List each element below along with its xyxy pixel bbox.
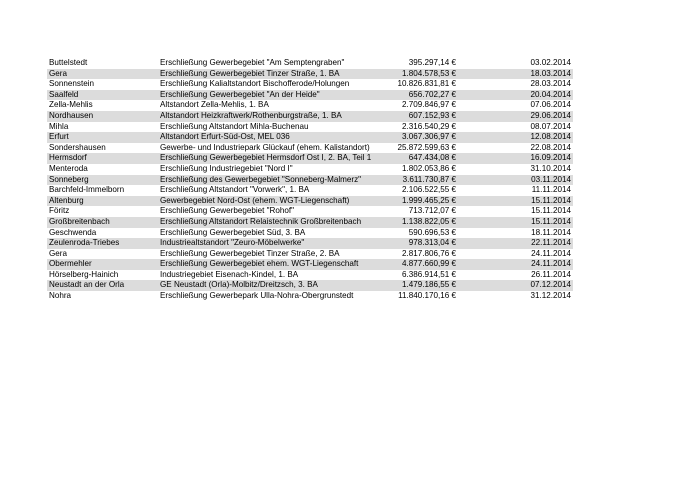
cell-date: 03.02.2014 [530, 58, 571, 67]
cell-date: 12.08.2014 [530, 132, 571, 142]
cell-date: 11.11.2014 [531, 185, 571, 195]
cell-location: Nohra [49, 291, 72, 301]
cell-location: Buttelstedt [49, 58, 88, 67]
cell-amount: 1.479.186,55 € [401, 280, 456, 290]
cell-project: Erschließung Altstandort "Vorwerk", 1. BA [160, 185, 310, 195]
table-row [47, 100, 573, 111]
cell-project: Industriealtstandort "Zeuro-Möbelwerke" [160, 238, 305, 248]
cell-project: Erschließung Gewerbegebiet Tinzer Straße, 1. BA [160, 68, 340, 78]
table-body [47, 58, 573, 302]
table-row [47, 175, 573, 186]
cell-amount: 656.702,27 € [408, 89, 456, 99]
cell-project: Altstandort Erfurt-Süd-Ost, MEL 036 [160, 132, 290, 142]
cell-project: GE Neustadt (Orla)-Molbitz/Dreitzsch, 3. BA [160, 280, 318, 290]
cell-location: Altenburg [49, 195, 84, 205]
cell-location: Föritz [49, 206, 70, 216]
cell-project: Erschließung Gewerbegebiet Hermsdorf Ost I, 2. BA, Teil 1 [160, 153, 372, 163]
cell-location: Saalfeld [49, 89, 79, 99]
cell-amount: 1.138.822,05 € [401, 216, 456, 226]
cell-project: Erschließung Gewerbepark Ulla-Nohra-Obergrunstedt [160, 291, 354, 301]
cell-location: Hörselberg-Hainich [49, 269, 119, 279]
table-row [47, 164, 573, 175]
cell-project: Erschließung Altstandort Relaistechnik Großbreitenbach [160, 216, 362, 226]
table-row [47, 259, 573, 270]
cell-date: 03.11.2014 [531, 174, 571, 184]
table-row [47, 69, 573, 80]
cell-location: Großbreitenbach [49, 216, 110, 226]
table-row [47, 196, 573, 207]
table-row [47, 280, 573, 291]
cell-amount: 2.709.846,97 € [401, 100, 456, 110]
cell-amount: 713.712,07 € [408, 206, 456, 216]
cell-project: Gewerbegebiet Nord-Ost (ehem. WGT-Liegenschaft) [160, 195, 350, 205]
table-row [47, 238, 573, 249]
cell-amount: 590.696,53 € [408, 227, 456, 237]
cell-location: Sondershausen [49, 142, 106, 152]
table-row [47, 58, 573, 69]
cell-amount: 11.840.170,16 € [398, 291, 456, 301]
cell-project: Gewerbe- und Industriepark Glückauf (ehem. Kalistandort) [160, 142, 370, 152]
cell-amount: 395.297,14 € [408, 58, 456, 67]
table-row [47, 153, 573, 164]
cell-amount: 1.802.053,86 € [401, 163, 456, 173]
cell-date: 18.03.2014 [530, 68, 571, 78]
cell-amount: 647.434,08 € [408, 153, 456, 163]
cell-amount: 4.877.660,99 € [401, 259, 456, 269]
cell-project: Erschließung Gewerbegebiet Süd, 3. BA [160, 227, 306, 237]
cell-date: 15.11.2014 [531, 206, 571, 216]
cell-amount: 2.817.806,76 € [401, 248, 456, 258]
cell-project: Erschließung Gewerbegebiet ehem. WGT-Liegenschaft [160, 259, 359, 269]
cell-date: 29.06.2014 [530, 110, 571, 120]
cell-location: Hermsdorf [49, 153, 87, 163]
cell-date: 24.11.2014 [531, 259, 571, 269]
cell-location: Menteroda [49, 163, 88, 173]
cell-date: 16.09.2014 [530, 153, 571, 163]
cell-location: Zeulenroda-Triebes [49, 238, 120, 248]
cell-amount: 25.872.599,63 € [397, 142, 456, 152]
cell-location: Obermehler [49, 259, 92, 269]
cell-location: Erfurt [49, 132, 69, 142]
cell-project: Altstandort Heizkraftwerk/Rothenburgstraße, 1. BA [160, 110, 342, 120]
cell-date: 22.11.2014 [531, 238, 571, 248]
table-row [47, 111, 573, 122]
cell-date: 24.11.2014 [531, 248, 571, 258]
cell-date: 07.06.2014 [530, 100, 571, 110]
table-row [47, 122, 573, 133]
cell-date: 15.11.2014 [531, 216, 571, 226]
table-row [47, 291, 573, 302]
table-row [47, 206, 573, 217]
cell-project: Erschließung Kalialtstandort Bischofferode/Holungen [160, 79, 350, 89]
cell-date: 22.08.2014 [530, 142, 571, 152]
cell-amount: 607.152,93 € [408, 110, 456, 120]
cell-location: Neustadt an der Orla [49, 280, 125, 290]
cell-amount: 2.106.522,55 € [401, 185, 456, 195]
cell-amount: 3.611.730,87 € [402, 174, 456, 184]
cell-location: Sonneberg [49, 174, 89, 184]
cell-project: Erschließung Gewerbegebiet "Am Semptengraben" [160, 58, 345, 67]
cell-amount: 1.999.465,25 € [401, 195, 456, 205]
cell-date: 08.07.2014 [530, 121, 571, 131]
cell-amount: 3.067.306,97 € [401, 132, 456, 142]
cell-location: Barchfeld-Immelborn [49, 185, 125, 195]
cell-project: Altstandort Zella-Mehlis, 1. BA [160, 100, 269, 110]
cell-location: Nordhausen [49, 110, 94, 120]
cell-location: Sonnenstein [49, 79, 95, 89]
table-row [47, 270, 573, 281]
cell-project: Erschließung Gewerbegebiet "Rohof" [160, 206, 294, 216]
cell-amount: 10.826.831,81 € [397, 79, 456, 89]
cell-date: 07.12.2014 [530, 280, 571, 290]
table-row [47, 217, 573, 228]
cell-location: Zella-Mehlis [49, 100, 93, 110]
cell-amount: 978.313,04 € [408, 238, 456, 248]
cell-amount: 6.386.914,51 € [401, 269, 456, 279]
cell-project: Erschließung Altstandort Mihla-Buchenau [160, 121, 309, 131]
cell-date: 31.10.2014 [530, 163, 571, 173]
cell-location: Gera [49, 248, 67, 258]
table-row [47, 132, 573, 143]
cell-amount: 1.804.578,53 € [401, 68, 456, 78]
table-row [47, 185, 573, 196]
cell-project: Erschließung Industriegebiet "Nord I" [160, 163, 293, 173]
table-row [47, 79, 573, 90]
cell-location: Geschwenda [49, 227, 97, 237]
cell-date: 26.11.2014 [531, 269, 571, 279]
table-row [47, 90, 573, 101]
cell-date: 28.03.2014 [530, 79, 571, 89]
cell-location: Gera [49, 68, 67, 78]
cell-location: Mihla [49, 121, 69, 131]
cell-date: 20.04.2014 [530, 89, 571, 99]
cell-project: Erschließung des Gewerbegebiet "Sonneberg-Malmerz" [160, 174, 361, 184]
table-row [47, 249, 573, 260]
cell-project: Industriegebiet Eisenach-Kindel, 1. BA [160, 269, 299, 279]
cell-amount: 2.316.540,29 € [401, 121, 456, 131]
cell-date: 31.12.2014 [530, 291, 571, 301]
cell-date: 18.11.2014 [531, 227, 571, 237]
funding-table [47, 58, 573, 302]
cell-date: 15.11.2014 [531, 195, 571, 205]
table-row [47, 228, 573, 239]
cell-project: Erschließung Gewerbegebiet "An der Heide" [160, 89, 320, 99]
table-row [47, 143, 573, 154]
cell-project: Erschließung Gewerbegebiet Tinzer Straße, 2. BA [160, 248, 340, 258]
